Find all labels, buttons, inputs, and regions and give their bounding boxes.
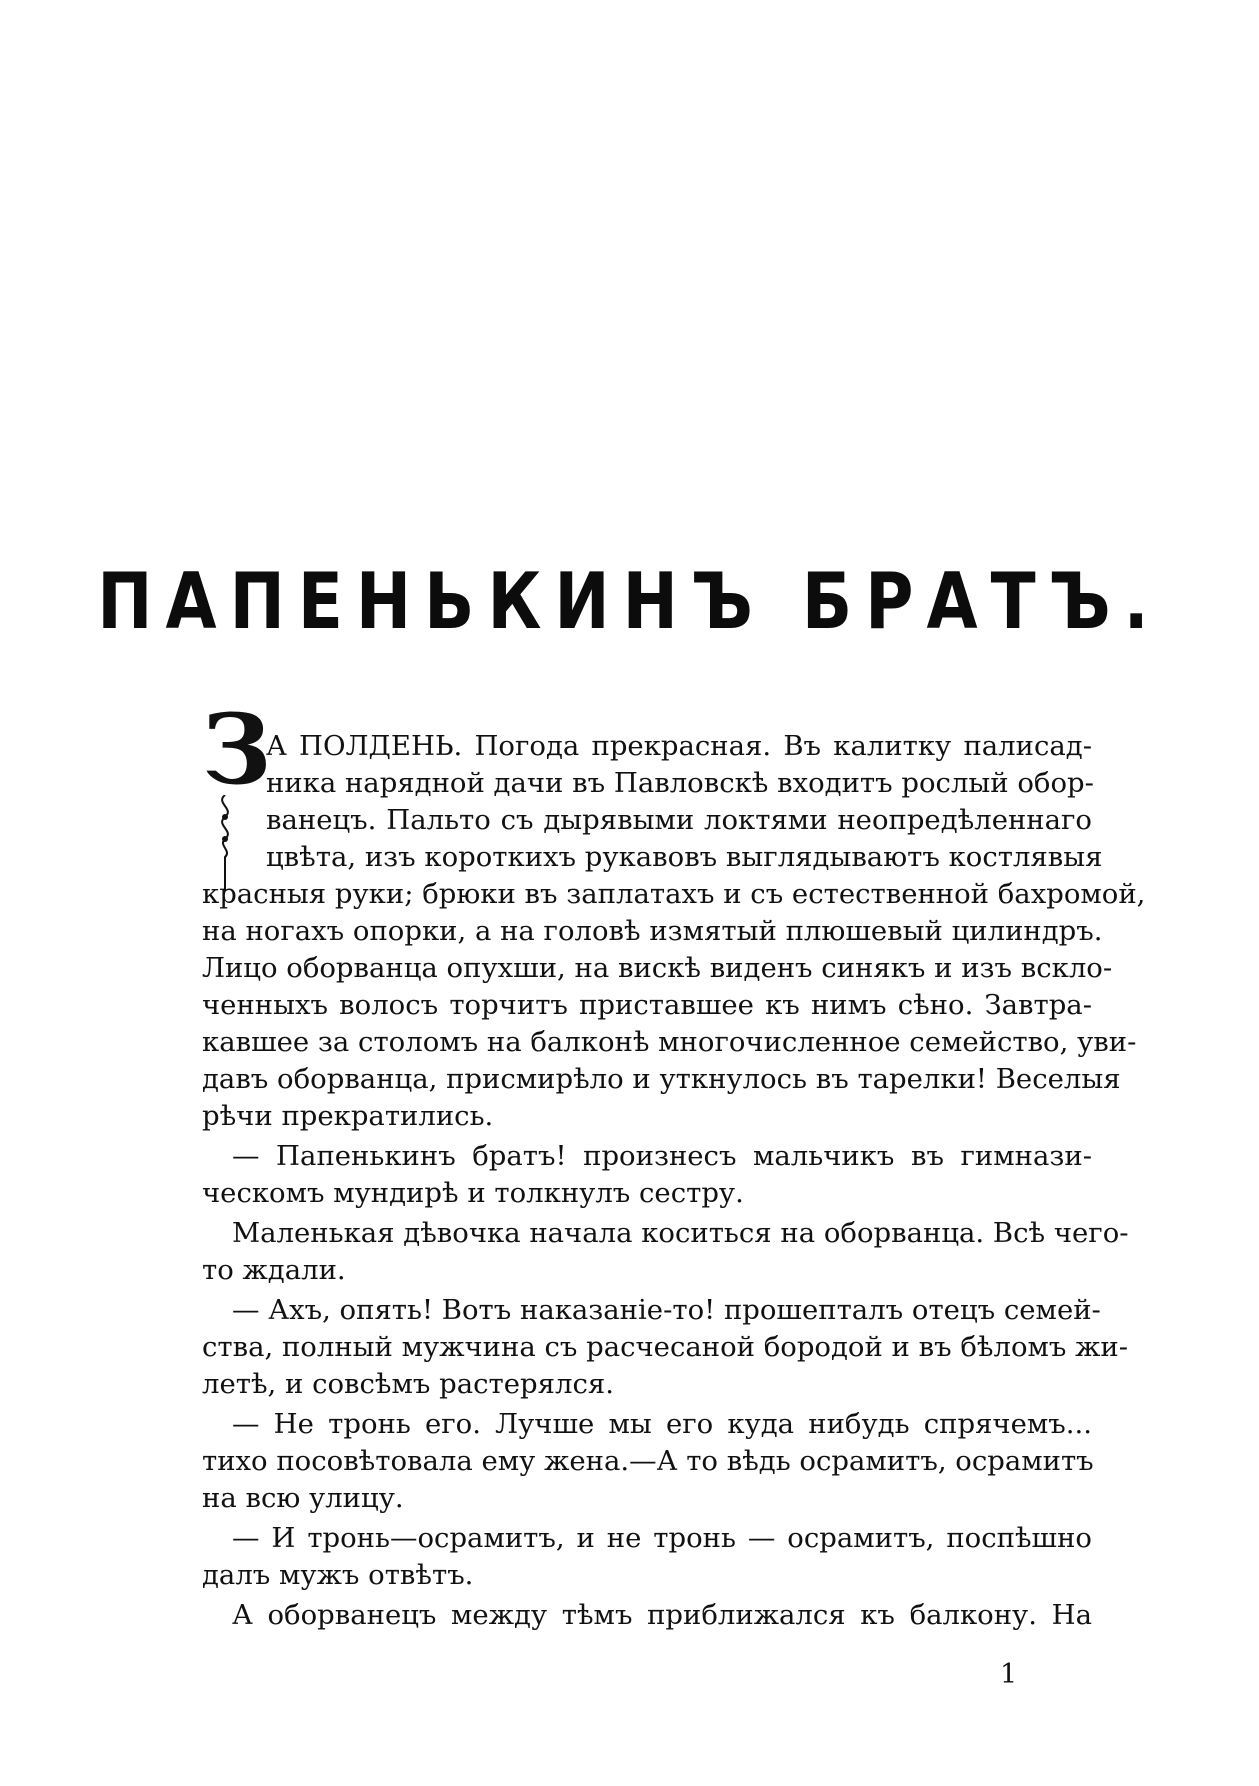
text-line: — Ахъ, опять! Вотъ наказаніе-то! прошепталъ отецъ семей- xyxy=(232,1294,1101,1326)
text-line: давъ оборванца, присмирѣло и уткнулось въ тарелки! Веселыя xyxy=(202,1063,1121,1095)
chapter-title: ПАПЕНЬКИНЪ БРАТЪ. xyxy=(97,556,1162,648)
text-line: летѣ, и совсѣмъ растерялся. xyxy=(202,1368,614,1400)
text-line: кавшее за столомъ на балконѣ многочисленное семейство, уви- xyxy=(202,1026,1137,1058)
text-line: ченныхъ волосъ торчитъ приставшее къ нимъ сѣно. Завтра- xyxy=(202,989,1092,1021)
text-line: на всю улицу. xyxy=(202,1482,404,1514)
text-line: далъ мужъ отвѣтъ. xyxy=(202,1559,474,1591)
page-number: 1 xyxy=(1000,1659,1018,1690)
body-text xyxy=(202,728,1146,1634)
text-line: — Не тронь его. Лучше мы его куда нибудь спрячемъ... xyxy=(232,1408,1092,1440)
drop-cap-letter: З xyxy=(202,693,272,806)
text-line: цвѣта, изъ короткихъ рукавовъ выглядываютъ костлявыя xyxy=(266,841,1103,873)
text-line: ванецъ. Пальто съ дырявыми локтями неопредѣленнаго xyxy=(266,804,1092,836)
text-line: — Папенькинъ братъ! произнесъ мальчикъ въ гимнази- xyxy=(232,1140,1092,1172)
text-line: ческомъ мундирѣ и толкнулъ сестру. xyxy=(202,1177,744,1209)
text-line: то ждали. xyxy=(202,1254,346,1286)
text-line: ства, полный мужчина съ расчесаной бородой и въ бѣломъ жи- xyxy=(202,1331,1129,1363)
text-line: — И тронь—осрамитъ, и не тронь — осрамитъ, поспѣшно xyxy=(232,1522,1092,1554)
text-line: Лицо оборванца опухши, на вискѣ виденъ синякъ и изъ всклo- xyxy=(202,952,1113,984)
text-line: тихо посовѣтовала ему жена.—А то вѣдь осрамитъ, осрамитъ xyxy=(202,1445,1094,1477)
text-line: А ПОЛДЕНЬ. Погода прекрасная. Въ калитку палисад- xyxy=(266,730,1092,762)
text-line: Маленькая дѣвочка начала коситься на оборванца. Всѣ чего- xyxy=(232,1217,1129,1249)
text-line: на ногахъ опорки, а на головѣ измятый плюшевый цилиндръ. xyxy=(202,915,1103,947)
text-line: рѣчи прекратились. xyxy=(202,1100,494,1132)
text-line: А оборванецъ между тѣмъ приближался къ балкону. На xyxy=(232,1599,1092,1631)
text-line: ника нарядной дачи въ Павловскѣ входитъ рослый обор- xyxy=(266,767,1094,799)
text-line: красныя руки; брюки въ заплатахъ и съ естественной бахромой, xyxy=(202,878,1146,910)
